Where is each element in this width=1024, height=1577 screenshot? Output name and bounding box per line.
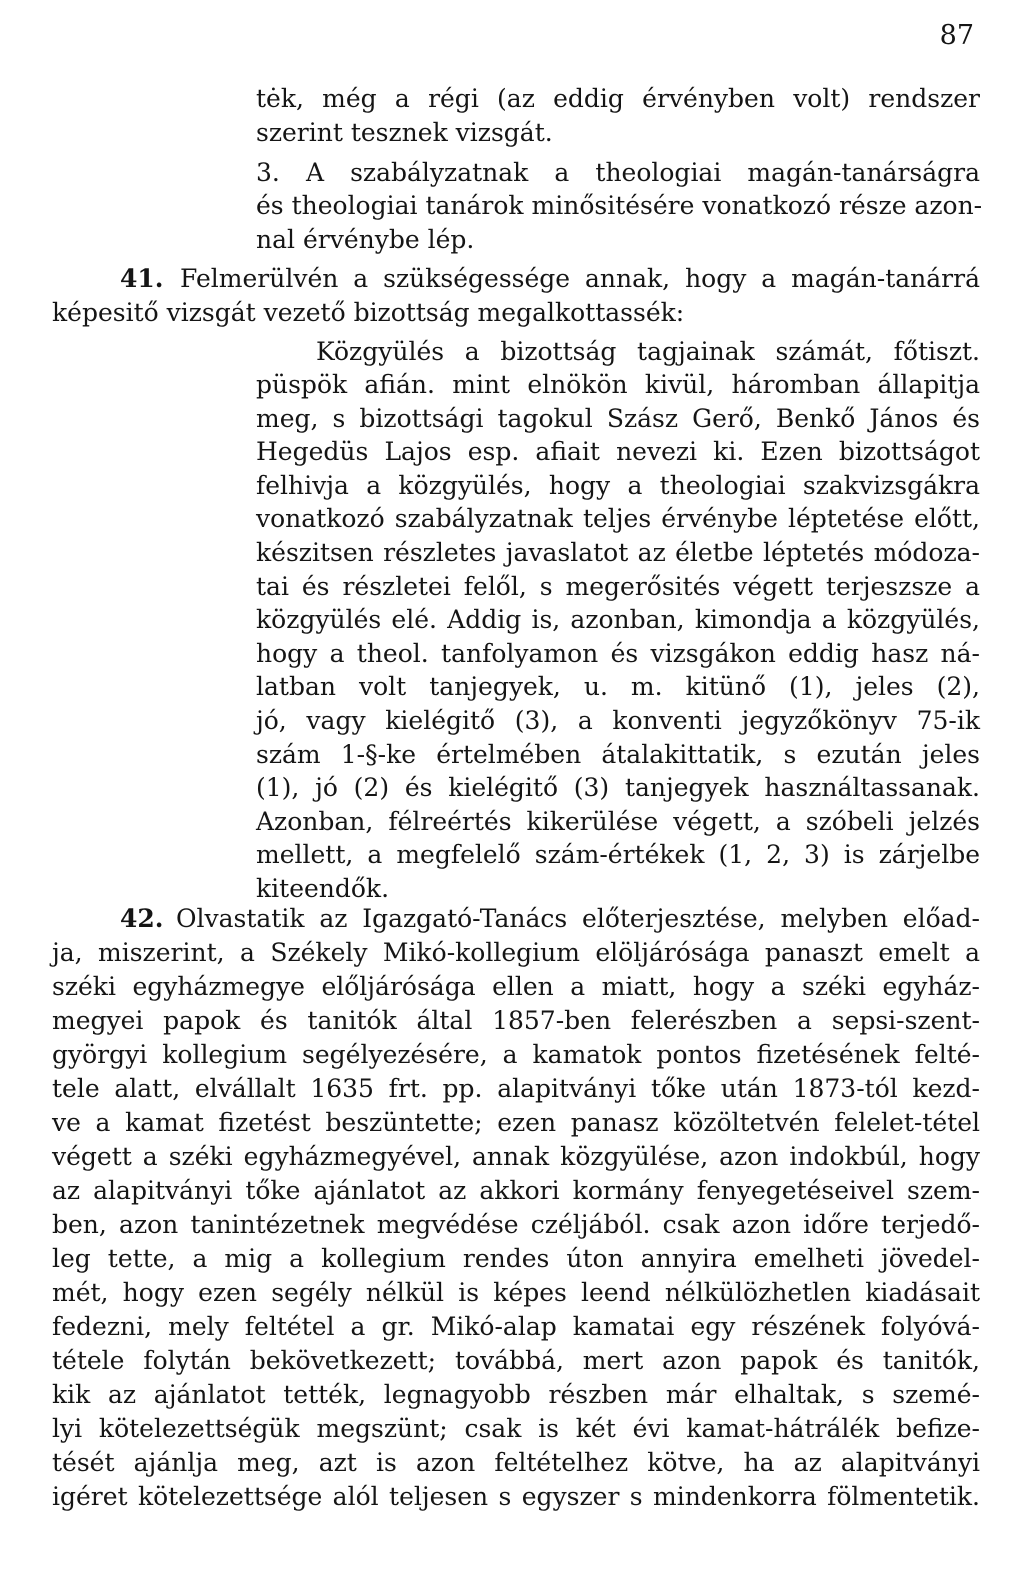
resolution-line: felhivja a közgyülés, hogy a theologiai szakvizsgákra (256, 471, 980, 500)
section-number-42: 42. (120, 904, 164, 933)
resolution-line: vonatkozó szabályzatnak teljes érvénybe léptetése előtt, (256, 504, 980, 533)
text-line: végett a széki egyházmegyével, annak közgyülése, azon indokbúl, hogy (52, 1142, 980, 1171)
text-line: képesitő vizsgát vezető bizottság megalkottassék: (52, 298, 685, 327)
resolution-line: készitsen részletes javaslatot az életbe léptetés módoza- (256, 538, 980, 567)
text-line: tėk, még a régi (az eddig érvényben volt) rendszer (256, 84, 980, 113)
text-line: és theologiai tanárok minősitésére vonatkozó része azon- (256, 191, 983, 220)
text-line: lyi kötelezettségük megszünt; csak is két évi kamat-hátrálék befize- (52, 1414, 980, 1443)
text-line: fedezni, mely feltétel a gr. Mikó-alap kamatai egy részének folyóvá- (52, 1312, 980, 1341)
text-line: tését ajánlja meg, azt is azon feltételhez kötve, ha az alapitványi (52, 1448, 980, 1477)
text-line: tele alatt, elvállalt 1635 frt. pp. alapitványi tőke után 1873-tól kezd- (52, 1074, 980, 1103)
section-42-heading: Olvastatik az Igazgató-Tanács előterjesztése, melyben előad- (176, 904, 980, 933)
text-line: ve a kamat fizetést beszüntette; ezen panasz közöltetvén felelet-tétel (52, 1108, 980, 1137)
resolution-line: szám 1-§-ke értelmében átalakittatik, s ezután jeles (256, 740, 980, 769)
text-line: ben, azon tanintézetnek megvédése czéljából. csak azon időre terjedő- (52, 1210, 980, 1239)
text-line: megyei papok és tanitók által 1857-ben felerészben a sepsi-szent- (52, 1006, 980, 1035)
resolution-line: hogy a theol. tanfolyamon és vizsgákon eddig hasz ná- (256, 639, 980, 668)
text-line: széki egyházmegye előljárósága ellen a miatt, hogy a széki egyház- (52, 972, 980, 1001)
section-41-heading: Felmerülvén a szükségessége annak, hogy a magán-tanárrá (180, 264, 980, 293)
resolution-line: Hegedüs Lajos esp. afiait nevezi ki. Ezen bizottságot (256, 437, 980, 466)
resolution-line: (1), jó (2) és kielégitő (3) tanjegyek használtassanak. (256, 773, 980, 802)
resolution-line: közgyülés elé. Addig is, azonban, kimondja a közgyülés, (256, 605, 980, 634)
text-line: 3. A szabályzatnak a theologiai magán-tanárságra (256, 158, 980, 187)
text-line: ja, miszerint, a Székely Mikó-kollegium elöljárósága panaszt emelt a (52, 938, 980, 967)
text-line: az alapitványi tőke ajánlatot az akkori kormány fenyegetéseivel szem- (52, 1176, 980, 1205)
resolution-line: latban volt tanjegyek, u. m. kitünő (1), jeles (2), (256, 672, 980, 701)
resolution-line: kiteendők. (256, 874, 390, 903)
resolution-line: Közgyülés a bizottság tagjainak számát, főtiszt. (316, 337, 980, 366)
page-number: 87 (939, 20, 974, 51)
text-line: mét, hogy ezen segély nélkül is képes leend nélkülözhetlen kiadásait (52, 1278, 980, 1307)
text-line: kik az ajánlatot tették, legnagyobb részben már elhaltak, s szemé- (52, 1380, 980, 1409)
resolution-line: meg, s bizottsági tagokul Szász Gerő, Benkő János és (256, 404, 980, 433)
text-line: szerint tesznek vizsgát. (256, 118, 553, 147)
resolution-line: jó, vagy kielégitő (3), a konventi jegyzőkönyv 75-ik (256, 706, 980, 735)
text-line: nal érvénybe lép. (256, 225, 475, 254)
text-line: györgyi kollegium segélyezésére, a kamatok pontos fizetésének felté- (52, 1040, 980, 1069)
resolution-line: Azonban, félreértés kikerülése végett, a szóbeli jelzés (256, 807, 980, 836)
text-line: igéret kötelezettsége alól teljesen s egyszer s mindenkorra fölmentetik. (52, 1482, 980, 1511)
text-line: leg tette, a mig a kollegium rendes úton annyira emelheti jövedel- (52, 1244, 980, 1273)
resolution-line: püspök afián. mint elnökön kivül, háromban állapitja (256, 370, 980, 399)
text-line: tétele folytán bekövetkezett; továbbá, mert azon papok és tanitók, (52, 1346, 980, 1375)
section-number-41: 41. (120, 264, 164, 293)
resolution-line: tai és részletei felől, s megerősités végett terjeszsze a (256, 572, 980, 601)
resolution-line: mellett, a megfelelő szám-értékek (1, 2, 3) is zárjelbe (256, 840, 980, 869)
